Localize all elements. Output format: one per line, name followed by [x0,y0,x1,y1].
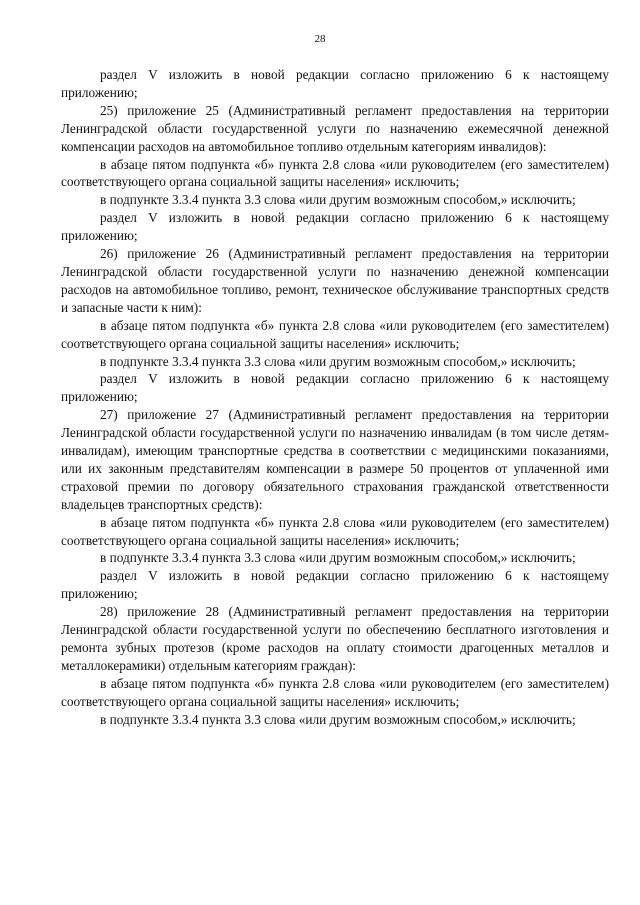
paragraph: в абзаце пятом подпункта «б» пункта 2.8 слова «или руководителем (его заместителем) соответствующего органа социальной защиты населения» исключить; [61,514,609,548]
paragraph: 27) приложение 27 (Административный регламент предоставления на территории Ленинградской области государственной услуги по назначению инвалидам (в том числе детям-инвалидам), имеющим транспортные средства в соответствии с медицинскими показаниями, или их законным представителям компенсации в размере 50 процентов от уплаченной ими страховой премии по договору обязательного страхования гражданской ответственности владельцев транспортных средств): [61,407,609,512]
paragraph: в абзаце пятом подпункта «б» пункта 2.8 слова «или руководителем (его заместителем) соответствующего органа социальной защиты населения» исключить; [61,317,609,351]
paragraph: раздел V изложить в новой редакции согласно приложению 6 к настоящему приложению; [61,67,609,100]
paragraph: в абзаце пятом подпункта «б» пункта 2.8 слова «или руководителем (его заместителем) соответствующего органа социальной защиты населения» исключить; [61,675,609,709]
document-body [61,66,609,729]
paragraph: в подпункте 3.3.4 пункта 3.3 слова «или другим возможным способом,» исключить; [100,711,576,727]
paragraph: в подпункте 3.3.4 пункта 3.3 слова «или другим возможным способом,» исключить; [100,550,576,566]
paragraph: в подпункте 3.3.4 пункта 3.3 слова «или другим возможным способом,» исключить; [100,192,576,208]
page-number: 28 [314,33,326,45]
paragraph: раздел V изложить в новой редакции согласно приложению 6 к настоящему приложению; [61,210,609,244]
paragraph: раздел V изложить в новой редакции согласно приложению 6 к настоящему приложению; [61,371,609,405]
paragraph: раздел V изложить в новой редакции согласно приложению 6 к настоящему приложению; [61,568,609,602]
paragraph: 25) приложение 25 (Административный регламент предоставления на территории Ленинградской области государственной услуги по назначению ежемесячной денежной компенсации расходов на автомобильное топливо отдельным категориям инвалидов): [61,102,609,154]
paragraph: в подпункте 3.3.4 пункта 3.3 слова «или другим возможным способом,» исключить; [100,353,576,369]
paragraph: 28) приложение 28 (Административный регламент предоставления на территории Ленинградской области государственной услуги по обеспечению бесплатного изготовления и ремонта зубных протезов (кроме расходов на оплату стоимости драгоценных металлов и металлокерамики) отдельным категориям граждан): [61,604,609,673]
paragraph: в абзаце пятом подпункта «б» пункта 2.8 слова «или руководителем (его заместителем) соответствующего органа социальной защиты населения» исключить; [61,156,609,190]
paragraph: 26) приложение 26 (Административный регламент предоставления на территории Ленинградской области государственной услуги по назначению денежной компенсации расходов на автомобильное топливо, ремонт, техническое обслуживание транспортных средств и запасные части к ним): [61,246,609,315]
